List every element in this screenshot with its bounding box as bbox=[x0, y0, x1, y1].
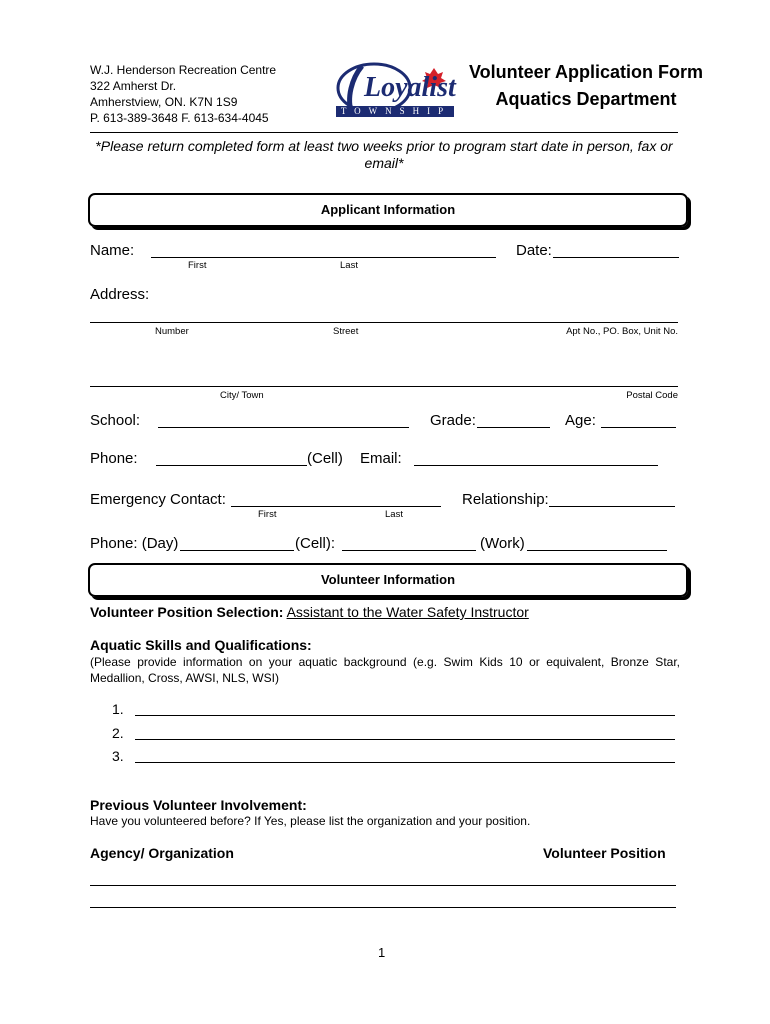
last-name-caption: Last bbox=[340, 260, 358, 271]
position-value[interactable]: Assistant to the Water Safety Instructor bbox=[286, 604, 529, 620]
applicant-section-title: Applicant Information bbox=[320, 202, 456, 217]
school-field[interactable] bbox=[158, 427, 409, 428]
skill-number-3: 3. bbox=[112, 748, 124, 764]
address-line: P. 613-389-3648 F. 613-634-4045 bbox=[90, 111, 269, 125]
relationship-field[interactable] bbox=[549, 506, 675, 507]
address-city-field[interactable] bbox=[90, 386, 678, 387]
previous-involvement-note: Have you volunteered before? If Yes, please list the organization and your position. bbox=[90, 814, 531, 828]
grade-field[interactable] bbox=[477, 427, 550, 428]
skills-heading: Aquatic Skills and Qualifications: bbox=[90, 637, 312, 653]
emergency-contact-label: Emergency Contact: bbox=[90, 491, 226, 508]
emergency-contact-field[interactable] bbox=[231, 506, 441, 507]
name-label: Name: bbox=[90, 242, 135, 259]
emergency-first-caption: First bbox=[258, 509, 277, 520]
skill-line-1[interactable] bbox=[135, 715, 675, 716]
skill-line-3[interactable] bbox=[135, 762, 675, 763]
applicant-section-header bbox=[88, 193, 688, 227]
page-number: 1 bbox=[378, 945, 386, 960]
phone-work-label: (Work) bbox=[480, 535, 525, 552]
instructions: *Please return completed form at least two weeks prior to program start date in person, fax or email* bbox=[95, 138, 673, 171]
phone-day-label: Phone: (Day) bbox=[90, 535, 179, 552]
address-line: W.J. Henderson Recreation Centre bbox=[90, 63, 277, 77]
street-caption: Street bbox=[333, 326, 359, 337]
age-label: Age: bbox=[565, 412, 596, 429]
emergency-last-caption: Last bbox=[385, 509, 403, 520]
position-label: Volunteer Position Selection: bbox=[90, 604, 284, 620]
cell-label: (Cell) bbox=[307, 450, 343, 467]
previous-involvement-heading: Previous Volunteer Involvement: bbox=[90, 797, 307, 813]
school-label: School: bbox=[90, 412, 141, 429]
relationship-label: Relationship: bbox=[462, 491, 549, 508]
address-street-field[interactable] bbox=[90, 322, 678, 323]
agency-line-2[interactable] bbox=[90, 907, 676, 908]
agency-label: Agency/ Organization bbox=[90, 845, 234, 861]
skill-line-2[interactable] bbox=[135, 739, 675, 740]
grade-label: Grade: bbox=[430, 412, 476, 429]
volunteer-section-title: Volunteer Information bbox=[320, 572, 456, 587]
phone-work-field[interactable] bbox=[527, 550, 667, 551]
logo-subtext: TOWNSHIP bbox=[340, 106, 452, 116]
name-field[interactable] bbox=[151, 257, 496, 258]
header-divider bbox=[90, 132, 678, 133]
form-title: Volunteer Application Form bbox=[468, 62, 703, 82]
phone-field[interactable] bbox=[156, 465, 307, 466]
apt-caption: Apt No., PO. Box, Unit No. bbox=[566, 326, 678, 337]
department-title: Aquatics Department bbox=[495, 89, 677, 109]
age-field[interactable] bbox=[601, 427, 676, 428]
phone-cell-label: (Cell): bbox=[295, 535, 335, 552]
agency-line-1[interactable] bbox=[90, 885, 676, 886]
email-field[interactable] bbox=[414, 465, 658, 466]
phone-day-field[interactable] bbox=[180, 550, 294, 551]
phone-label: Phone: bbox=[90, 450, 138, 467]
skills-note: (Please provide information on your aquatic background (e.g. Swim Kids 10 or equivalent, Bronze Star, Medallion, Cross, AWSI, NLS, WSI) bbox=[90, 655, 680, 685]
volunteer-position-label: Volunteer Position bbox=[543, 845, 666, 861]
centre-address bbox=[90, 62, 276, 126]
number-caption: Number bbox=[155, 326, 189, 337]
date-label: Date: bbox=[516, 242, 552, 259]
position-selection bbox=[90, 604, 529, 620]
phone-cell-field[interactable] bbox=[342, 550, 476, 551]
loyalist-logo bbox=[322, 58, 458, 126]
date-field[interactable] bbox=[553, 257, 679, 258]
postal-caption: Postal Code bbox=[626, 390, 678, 401]
address-line: Amherstview, ON. K7N 1S9 bbox=[90, 95, 238, 109]
address-label: Address: bbox=[90, 286, 150, 303]
first-name-caption: First bbox=[188, 260, 207, 271]
volunteer-section-header bbox=[88, 563, 688, 597]
city-caption: City/ Town bbox=[220, 390, 264, 401]
email-label: Email: bbox=[360, 450, 402, 467]
skill-number-1: 1. bbox=[112, 701, 124, 717]
logo-text: Loyalist bbox=[364, 72, 456, 103]
skill-number-2: 2. bbox=[112, 725, 124, 741]
address-line: 322 Amherst Dr. bbox=[90, 79, 177, 93]
